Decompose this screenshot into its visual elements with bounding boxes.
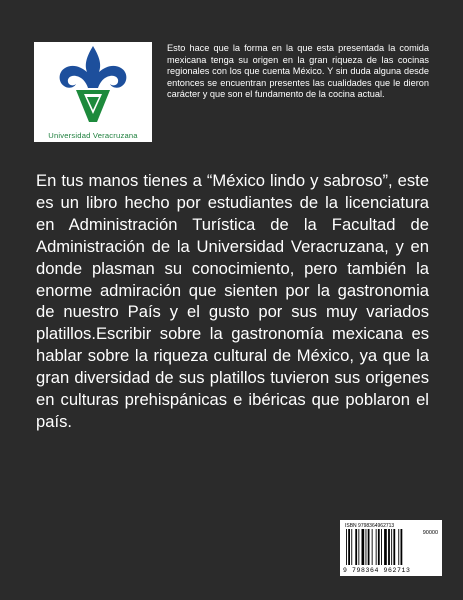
barcode-stripe — [401, 529, 403, 565]
barcode-box — [340, 520, 442, 576]
barcode-stripe — [346, 529, 347, 565]
barcode-stripe — [348, 529, 350, 565]
barcode-stripe — [366, 529, 367, 565]
barcode-stripe — [381, 529, 382, 565]
barcode-stripe — [384, 529, 387, 565]
price-code: 90000 — [422, 530, 438, 536]
barcode-stripe — [358, 529, 359, 565]
isbn-label: ISBN 9798364962713 — [345, 523, 395, 529]
barcode-stripe — [355, 529, 357, 565]
logo-text: Universidad Veracruzana — [48, 131, 138, 140]
barcode-stripe — [393, 529, 395, 565]
barcode-stripe — [372, 529, 373, 565]
barcode-stripe — [368, 529, 370, 565]
barcode-stripe — [376, 529, 377, 565]
barcode-stripe — [391, 529, 392, 565]
barcode-stripe — [398, 529, 399, 565]
veracruzana-emblem-icon — [34, 42, 152, 128]
barcode-icon — [345, 529, 415, 567]
intro-paragraph: Esto hace que la forma en la que esta presentada la comida mexicana tenga su origen en la gran riqueza de las cocinas regionales con los que cuenta México. Y sin duda alguna desde entonces se encuentran presentes las cualidades que le dieron carácter y que son el fundamento de la cocina actual. — [167, 43, 429, 100]
main-paragraph: En tus manos tienes a “México lindo y sabroso”, este es un libro hecho por estudiantes de la licenciatura en Administración Turística de la Facultad de Administración de la Universidad Veracruzana, y en donde plasman su conocimiento, pero también la enorme admiración que sienten por la gastronomia de nuestro País y el gusto por sus muy variados platillos.Escribir sobre la gastronomía mexicana es hablar sobre la riqueza cultural de México, ya que la gran diversidad de sus platillos tuvieron sus origenes en culturas prehispánicas e ibéricas que poblaron el país. — [36, 171, 429, 431]
barcode-digits: 9 798364 962713 — [343, 567, 411, 574]
barcode-stripe — [351, 529, 352, 565]
barcode-stripe — [388, 529, 390, 565]
university-logo — [34, 42, 152, 142]
barcode-stripe — [378, 529, 380, 565]
barcode-stripe — [362, 529, 365, 565]
